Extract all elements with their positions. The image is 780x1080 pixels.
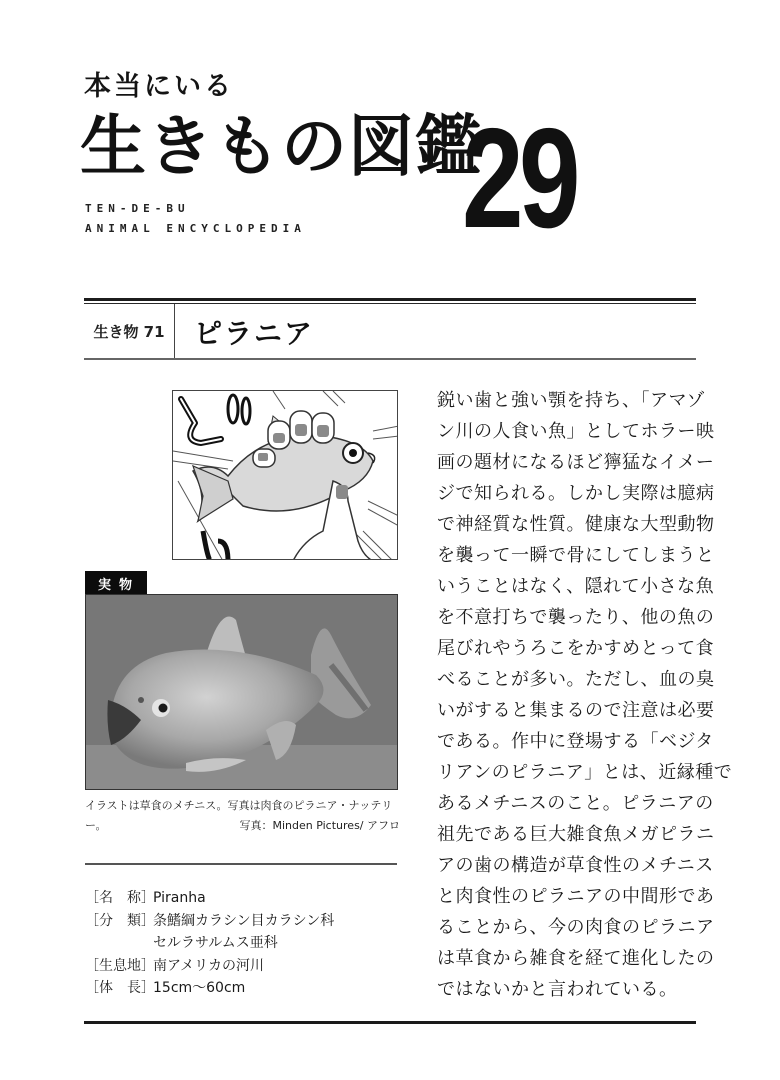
body-line: いがすると集まるので注意は必要 — [437, 700, 715, 721]
spec-row-habitat — [85, 955, 405, 978]
photo-caption — [85, 796, 400, 836]
body-line: を不意打ちで襲ったり、他の魚の — [437, 607, 715, 628]
section-top-rule-thin — [84, 303, 696, 304]
body-line: リアンのピラニア」とは、近縁種で — [437, 762, 733, 783]
body-line: べることが多い。ただし、血の臭 — [437, 669, 715, 690]
body-line: いうことはなく、隠れて小さな魚 — [437, 576, 715, 597]
spec-row-name — [85, 887, 405, 910]
spec-key: ［体 長］ — [85, 980, 155, 996]
spec-key: ［分 類］ — [85, 912, 155, 929]
spec-value: セルラサルムス亜科 — [153, 935, 278, 951]
spec-row-classification — [85, 910, 405, 933]
series-subtitle-line2: ANIMAL ENCYCLOPEDIA — [85, 222, 306, 235]
spec-value: 南アメリカの河川 — [153, 957, 265, 974]
body-line: である。作中に登場する「ベジタ — [437, 731, 714, 752]
body-line: ることから、今の肉食のピラニア — [437, 917, 715, 938]
body-line: で神経質な性質。健康な大型動物 — [437, 514, 715, 535]
page-bottom-rule — [84, 1021, 696, 1024]
spec-value: 15cm～60cm — [153, 980, 246, 996]
body-line: 祖先である巨大雑食魚メガピラニ — [437, 824, 715, 845]
body-line: あるメチニスのこと。ピラニアの — [437, 793, 714, 814]
body-line: は草食から雑食を経て進化したの — [437, 948, 715, 969]
body-line: 鋭い歯と強い顎を持ち、「アマゾ — [437, 390, 705, 411]
piranha-photo-image — [86, 595, 398, 790]
body-line: アの歯の構造が草食性のメチニス — [437, 855, 714, 876]
series-kicker: 本当にいる — [84, 71, 234, 102]
spec-row-length — [85, 977, 405, 1000]
spec-row-classification-cont — [85, 932, 405, 955]
photo-tag-real: 実物 — [85, 571, 147, 595]
article-body — [437, 385, 733, 1005]
piranha-photo — [85, 594, 398, 790]
body-line: ジで知られる。しかし実際は臆病 — [437, 483, 715, 504]
section-bottom-rule — [84, 358, 696, 360]
body-line: 尾びれやうろこをかすめとって食 — [437, 638, 715, 659]
body-line: と肉食性のピラニアの中間形であ — [437, 886, 715, 907]
spec-value: 条鰭綱カラシン目カラシン科 — [153, 912, 335, 929]
volume-number: 29 — [462, 99, 576, 258]
spec-key — [85, 932, 153, 955]
creature-number-label: 生き物 71 — [93, 323, 165, 341]
section-divider — [174, 304, 175, 359]
caption-text: イラストは草食のメチニス。写真は肉食のピラニア・ナッテリー。 — [85, 799, 393, 832]
section-top-rule — [84, 298, 696, 301]
spec-value: Piranha — [153, 890, 206, 906]
creature-name-heading: ピラニア — [194, 316, 315, 350]
photo-credit: 写真：Minden Pictures/ アフロ — [239, 819, 400, 832]
manga-illustration — [172, 390, 398, 560]
body-line: ではないかと言われている。 — [437, 979, 678, 1000]
series-title: 生きもの図鑑 — [80, 107, 482, 185]
spec-key: ［生息地］ — [85, 957, 155, 974]
series-subtitle-line1: TEN-DE-BU — [85, 202, 190, 215]
spec-key: ［名 称］ — [85, 890, 155, 906]
specs-rule — [85, 863, 397, 865]
body-line: 画の題材になるほど獰猛なイメー — [437, 452, 715, 473]
specs-table — [85, 887, 405, 1000]
fish-in-hand-drawing — [173, 391, 398, 560]
body-line: ン川の人食い魚」としてホラー映 — [437, 421, 715, 442]
body-line: を襲って一瞬で骨にしてしまうと — [437, 545, 715, 566]
